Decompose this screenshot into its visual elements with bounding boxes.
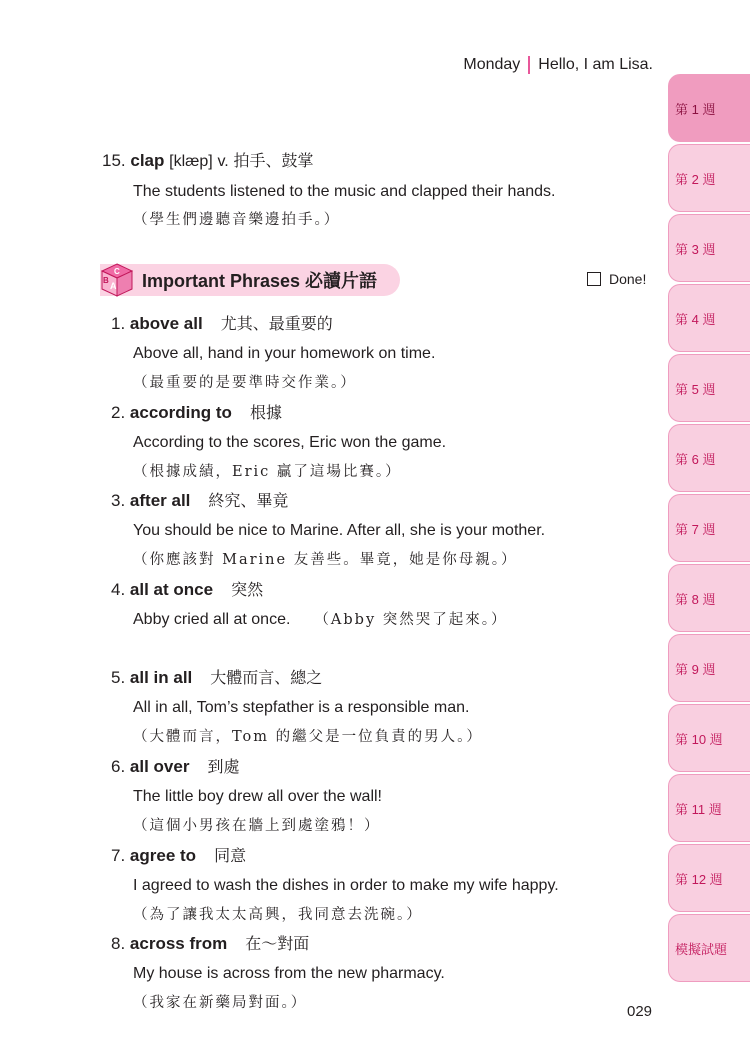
phrase-meaning: 大體而言、總之 bbox=[210, 670, 323, 688]
phrase-number: 1. bbox=[111, 314, 126, 333]
tab-week-5[interactable]: 第 5 週 bbox=[668, 354, 750, 422]
tab-week-2[interactable]: 第 2 週 bbox=[668, 144, 750, 212]
phrase-meaning: 終究、畢竟 bbox=[208, 493, 289, 511]
tab-week-6[interactable]: 第 6 週 bbox=[668, 424, 750, 492]
phrase-sentence: Above all, hand in your homework on time. bbox=[133, 345, 436, 362]
phrase-term: all in all bbox=[129, 668, 193, 688]
phrase-term: after all bbox=[129, 491, 191, 511]
phrase-number: 2. bbox=[111, 402, 126, 422]
phrase-entry bbox=[0, 845, 660, 926]
tab-week-11[interactable]: 第 11 週 bbox=[668, 774, 750, 842]
phrase-term: across from bbox=[129, 934, 228, 954]
phrase-translation: （我家在新藥局對面。） bbox=[133, 995, 308, 1012]
tab-week-1[interactable]: 第 1 週 bbox=[668, 74, 750, 142]
entry-sentence: The students listened to the music and clapped their hands. bbox=[133, 183, 556, 200]
phrase-entry bbox=[0, 313, 660, 394]
tab-week-3[interactable]: 第 3 週 bbox=[668, 214, 750, 282]
phrase-translation: （根據成績，Eric 贏了這場比賽。） bbox=[133, 463, 402, 480]
vocab-entry-15 bbox=[0, 150, 660, 231]
phrase-number: 7. bbox=[111, 845, 126, 865]
phrase-meaning: 根據 bbox=[249, 404, 282, 422]
tab-week-12[interactable]: 第 12 週 bbox=[668, 844, 750, 912]
phrase-entry bbox=[0, 579, 660, 631]
phrase-entry bbox=[0, 756, 660, 837]
cube-letter-c: C bbox=[114, 267, 120, 276]
phrase-meaning: 尤其、最重要的 bbox=[220, 316, 333, 333]
phrase-translation: （為了讓我太太高興，我同意去洗碗。） bbox=[133, 906, 423, 923]
done-label: Done! bbox=[609, 271, 647, 287]
phrase-entry bbox=[0, 933, 660, 1014]
phrase-sentence: My house is across from the new pharmacy. bbox=[133, 965, 445, 983]
phrase-translation: （最重要的是要準時交作業。） bbox=[133, 375, 357, 391]
phrase-entry bbox=[0, 667, 660, 748]
entry-pos: v. bbox=[217, 153, 229, 170]
phrase-term: according to bbox=[129, 402, 232, 422]
tab-week-10[interactable]: 第 10 週 bbox=[668, 704, 750, 772]
phrase-term: above all bbox=[129, 314, 203, 333]
phrase-sentence: The little boy drew all over the wall! bbox=[133, 788, 382, 805]
phrase-sentence: I agreed to wash the dishes in order to make my wife happy. bbox=[133, 876, 559, 894]
tab-week-9[interactable]: 第 9 週 bbox=[668, 634, 750, 702]
page-header bbox=[463, 56, 653, 74]
phrase-sentence: You should be nice to Marine. After all, she is your mother. bbox=[133, 522, 546, 540]
phrase-translation: （Abby 突然哭了起來。） bbox=[314, 611, 508, 628]
phrase-sentence: According to the scores, Eric won the game. bbox=[133, 433, 447, 451]
tab-week-4[interactable]: 第 4 週 bbox=[668, 284, 750, 352]
phrase-translation: （大體而言，Tom 的繼父是一位負責的男人。） bbox=[133, 729, 483, 746]
phrase-number: 6. bbox=[111, 757, 126, 776]
phrase-number: 8. bbox=[111, 934, 126, 954]
checkbox-square[interactable] bbox=[587, 272, 601, 286]
header-divider bbox=[528, 56, 530, 74]
tab-week-7[interactable]: 第 7 週 bbox=[668, 494, 750, 562]
phrase-term: all over bbox=[129, 757, 190, 776]
abc-cube-icon bbox=[100, 262, 134, 298]
phrase-entry bbox=[0, 490, 660, 571]
phrase-term: agree to bbox=[129, 845, 197, 865]
phrase-meaning: 同意 bbox=[214, 847, 247, 865]
section-title: Important Phrases 必讀片語 bbox=[142, 271, 378, 291]
phrase-sentence: All in all, Tom’s stepfather is a responsible man. bbox=[133, 699, 470, 717]
entry-phonetic: [klæp] bbox=[169, 153, 213, 170]
header-title: Hello, I am Lisa. bbox=[538, 56, 653, 73]
entry-translation: （學生們邊聽音樂邊拍手。） bbox=[133, 212, 341, 228]
entry-term: clap bbox=[130, 151, 165, 170]
entry-number: 15. bbox=[102, 151, 126, 170]
phrase-meaning: 到處 bbox=[207, 759, 240, 776]
phrase-translation: （你應該對 Marine 友善些。畢竟，她是你母親。） bbox=[133, 552, 518, 569]
phrase-meaning: 突然 bbox=[231, 581, 264, 599]
cube-letter-b: B bbox=[103, 276, 109, 285]
done-checkbox[interactable] bbox=[587, 271, 646, 287]
phrase-sentence: Abby cried all at once. bbox=[133, 610, 291, 628]
week-tabs bbox=[668, 74, 750, 984]
phrase-translation: （這個小男孩在牆上到處塗鴉！） bbox=[133, 818, 381, 834]
tab-week-8[interactable]: 第 8 週 bbox=[668, 564, 750, 632]
page-number: 029 bbox=[627, 1003, 653, 1020]
entry-meaning: 拍手、鼓掌 bbox=[233, 153, 314, 170]
phrase-entry bbox=[0, 402, 660, 483]
header-day: Monday bbox=[463, 56, 521, 73]
phrase-meaning: 在～對面 bbox=[245, 936, 310, 954]
phrase-term: all at once bbox=[129, 579, 214, 599]
tab-mock-exam[interactable]: 模擬試題 bbox=[668, 914, 750, 982]
phrase-number: 3. bbox=[111, 491, 126, 511]
cube-letter-a: A bbox=[110, 281, 117, 291]
phrase-number: 4. bbox=[111, 579, 126, 599]
phrase-number: 5. bbox=[111, 668, 126, 688]
